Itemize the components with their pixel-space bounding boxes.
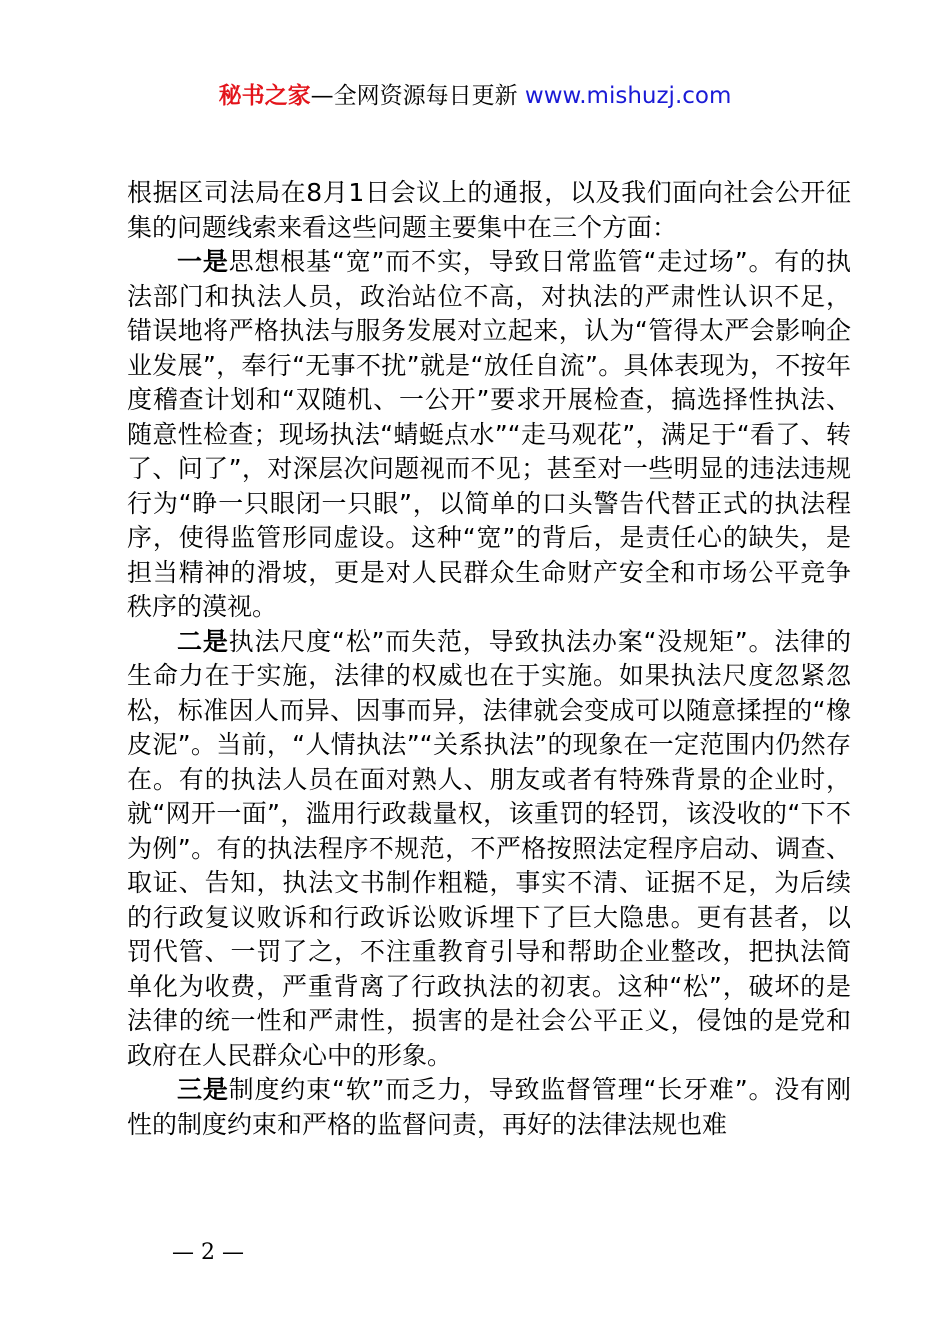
point-one-lead: 一是 (177, 247, 229, 276)
intro-paragraph: 根据区司法局在8月1日会议上的通报，以及我们面向社会公开征集的问题线索来看这些问题主要集中在三个方面： (127, 178, 851, 242)
site-brand: 秘书之家 (218, 83, 311, 109)
site-tagline: —全网资源每日更新 (310, 83, 518, 109)
document-body (127, 176, 851, 1142)
point-two-lead: 二是 (177, 626, 229, 656)
point-three-text: 制度约束“软”而乏力，导致监督管理“长牙难”。没有刚性的制度约束和严格的监督问责，再好的法律法规也难 (127, 1075, 851, 1139)
point-one-paragraph (127, 245, 851, 625)
point-two-text: 执法尺度“松”而失范，导致执法办案“没规矩”。法律的生命力在于实施，法律的权威也在于实施。如果执法尺度忽紧忽松，标准因人而异、因事而异，法律就会变成可以随意揉捏的“橡皮泥”。当前，“人情执法”“关系执法”的现象在一定范围内仍然存在。有的执法人员在面对熟人、朋友或者有特殊背景的企业时，就“网开一面”，滥用行政裁量权，该重罚的轻罚，该没收的“下不为例”。有的执法程序不规范，不严格按照法定程序启动、调查、取证、告知，执法文书制作粗糙，事实不清、证据不足，为后续的行政复议败诉和行政诉讼败诉埋下了巨大隐患。更有甚者，以罚代管、一罚了之，不注重教育引导和帮助企业整改，把执法简单化为收费，严重背离了行政执法的初衷。这种“松”，破坏的是法律的统一性和严肃性，损害的是社会公平正义，侵蚀的是党和政府在人民群众心中的形象。 (127, 626, 851, 1070)
site-header (0, 80, 950, 112)
site-url-link[interactable]: www.mishuzj.com (524, 83, 732, 109)
point-one-text: 思想根基“宽”而不实，导致日常监管“走过场”。有的执法部门和执法人员，政治站位不高，对执法的严肃性认识不足，错误地将严格执法与服务发展对立起来，认为“管得太严会影响企业发展”，奉行“无事不扰”就是“放任自流”。具体表现为，不按年度稽查计划和“双随机、一公开”要求开展检查，搞选择性执法、随意性检查；现场执法“蜻蜓点水”“走马观花”，满足于“看了、转了、问了”，对深层次问题视而不见；甚至对一些明显的违法违规行为“睁一只眼闭一只眼”，以简单的口头警告代替正式的执法程序，使得监管形同虚设。这种“宽”的背后，是责任心的缺失，是担当精神的滑坡，更是对人民群众生命财产安全和市场公平竞争秩序的漠视。 (127, 247, 851, 621)
point-three-lead: 三是 (177, 1075, 229, 1104)
point-three-paragraph (127, 1073, 851, 1142)
point-two-paragraph (127, 625, 851, 1074)
page-number: — 2 — (172, 1240, 244, 1265)
